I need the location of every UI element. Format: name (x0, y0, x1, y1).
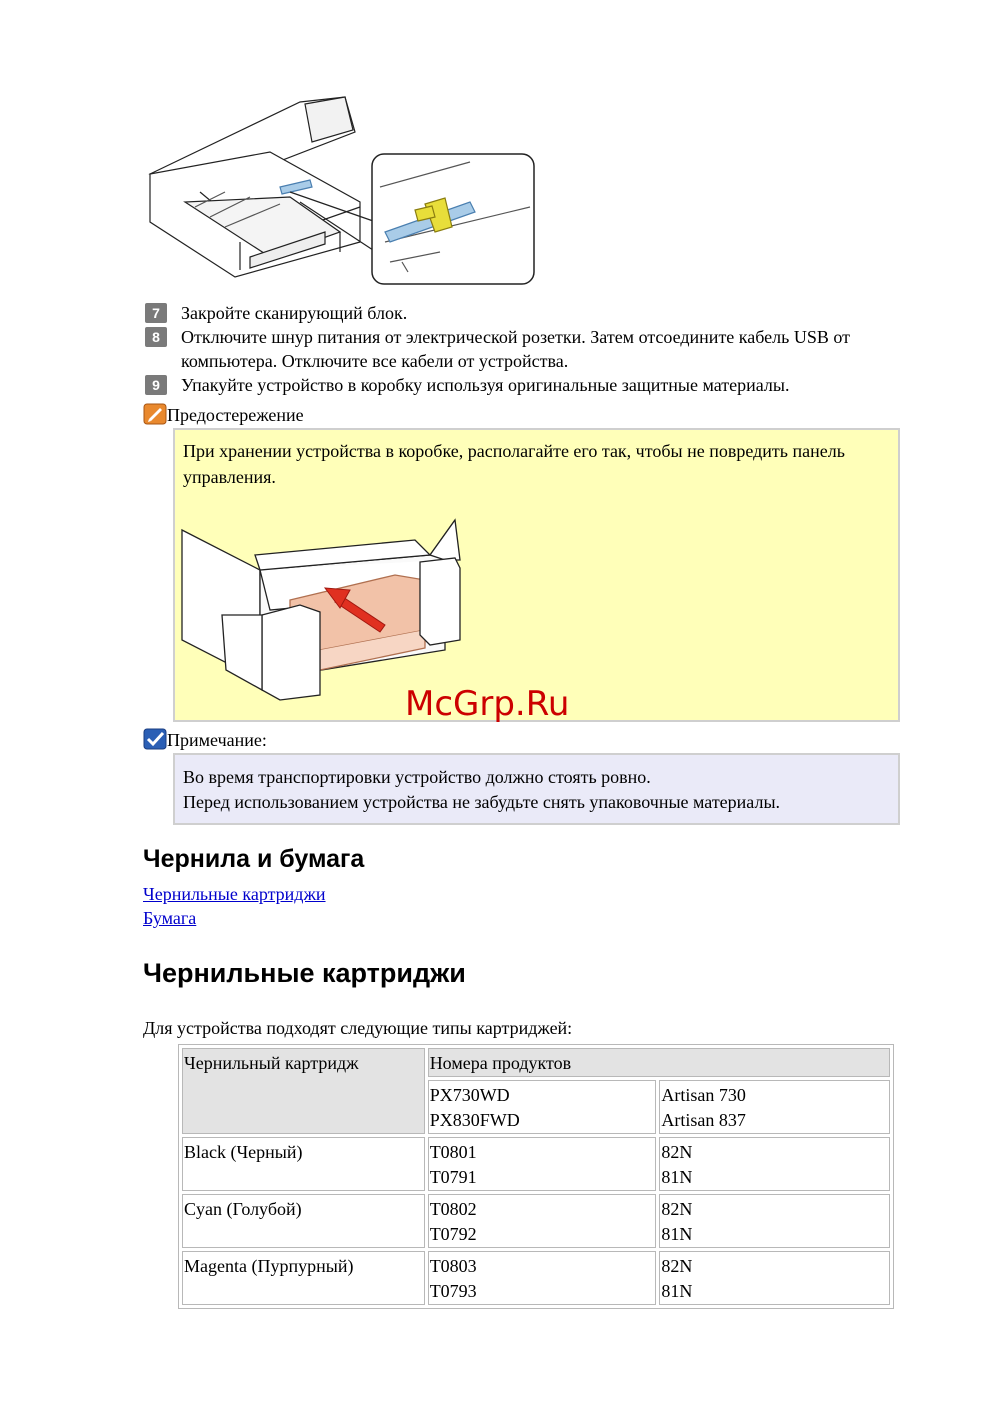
models-cell-artisan (659, 1080, 890, 1134)
table-header-row (182, 1048, 890, 1077)
step-number-badge: 7 (145, 303, 167, 323)
note-text (183, 765, 893, 815)
note-heading (143, 727, 267, 753)
product-code: 82N (661, 1199, 693, 1219)
cartridge-color-cell: Cyan (Голубой) (182, 1194, 425, 1248)
note-line-2: Перед использованием устройства не забудьте снять упаковочные материалы. (183, 792, 781, 812)
box-packing-illustration (180, 500, 480, 705)
note-label: Примечание: (167, 730, 267, 750)
product-code: T0792 (429, 1224, 477, 1244)
product-code: T0791 (429, 1167, 477, 1187)
cartridge-color-cell: Magenta (Пурпурный) (182, 1251, 425, 1305)
product-code: T0793 (429, 1281, 477, 1301)
model-name: Artisan 730 (661, 1085, 746, 1105)
table-row (182, 1251, 890, 1305)
cartridges-intro-text: Для устройства подходят следующие типы картриджей: (143, 1018, 573, 1038)
product-number-cell (659, 1251, 890, 1305)
note-check-icon (143, 728, 167, 750)
models-cell-px (428, 1080, 657, 1134)
product-number-cell (659, 1194, 890, 1248)
header-cell-cartridge: Чернильный картридж (182, 1048, 425, 1134)
caution-icon (143, 403, 167, 425)
cartridge-table (178, 1044, 894, 1309)
note-line-1: Во время транспортировки устройство должно стоять ровно. (183, 767, 651, 787)
cartridge-color-cell: Black (Черный) (182, 1137, 425, 1191)
header-cell-product-numbers: Номера продуктов (428, 1048, 890, 1077)
table-row (182, 1194, 890, 1248)
step-number-badge: 8 (145, 327, 167, 347)
step-text: Закройте сканирующий блок. (181, 303, 408, 323)
product-number-cell (428, 1194, 657, 1248)
product-code: 82N (661, 1256, 693, 1276)
watermark: McGrp.Ru (405, 684, 570, 724)
product-code: 81N (661, 1167, 693, 1187)
section-heading-ink-paper: Чернила и бумага (143, 845, 365, 873)
product-number-cell (428, 1137, 657, 1191)
model-name: PX730WD (429, 1085, 510, 1105)
product-number-cell (428, 1251, 657, 1305)
product-code: T0801 (429, 1142, 477, 1162)
product-number-cell (659, 1137, 890, 1191)
product-code: T0802 (429, 1199, 477, 1219)
caution-heading (143, 402, 304, 428)
caution-label: Предостережение (167, 405, 304, 425)
model-name: PX830FWD (429, 1110, 520, 1130)
model-name: Artisan 837 (661, 1110, 746, 1130)
step-number-badge: 9 (145, 375, 167, 395)
product-code: T0803 (429, 1256, 477, 1276)
product-code: 81N (661, 1281, 693, 1301)
caution-text: При хранении устройства в коробке, располагайте его так, чтобы не повредить панель управления. (183, 441, 845, 487)
printer-scanner-illustration (140, 92, 540, 290)
section-heading-ink-cartridges: Чернильные картриджи (143, 958, 466, 988)
link-paper[interactable]: Бумага (143, 908, 197, 928)
product-code: 82N (661, 1142, 693, 1162)
product-code: 81N (661, 1224, 693, 1244)
step-text: Отключите шнур питания от электрической розетки. Затем отсоедините кабель USB от компьютера. Отключите все кабели от устройства. (181, 327, 851, 371)
table-row (182, 1137, 890, 1191)
note-box (173, 753, 900, 825)
step-text: Упакуйте устройство в коробку используя оригинальные защитные материалы. (181, 375, 790, 395)
link-ink-cartridges[interactable]: Чернильные картриджи (143, 884, 326, 904)
